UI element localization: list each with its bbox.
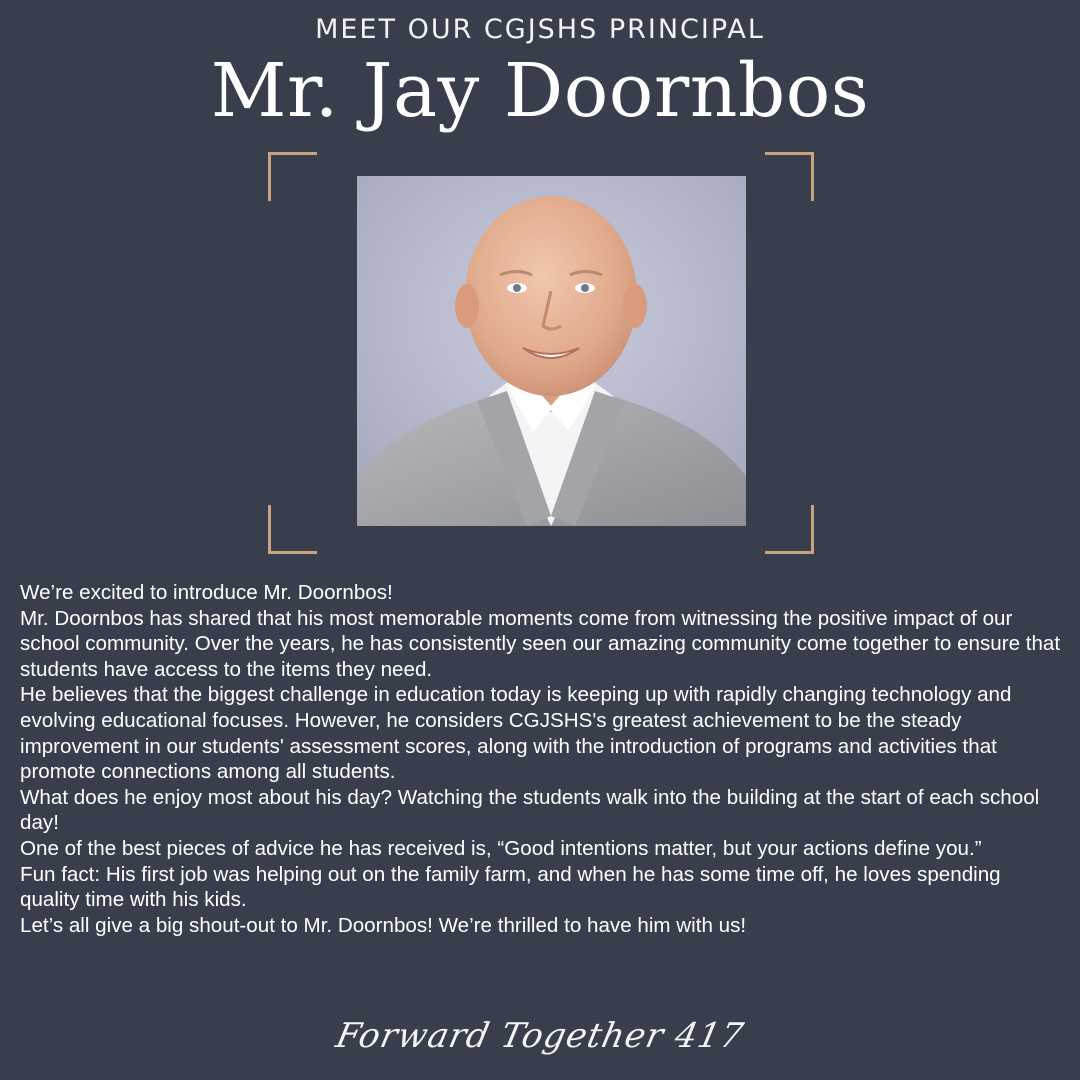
shout-out-paragraph: Let’s all give a big shout-out to Mr. Doornbos! We’re thrilled to have him with us! — [20, 913, 747, 937]
memorable-moments-paragraph: Mr. Doornbos has shared that his most memorable moments come from witnessing the positive impact of our school community. Over the years, he has consistently seen our amazing community come together to ensure that students have access to the items they need. — [20, 606, 1061, 681]
favorite-part-paragraph: What does he enjoy most about his day? Watching the students walk into the building at the start of each school day! — [20, 785, 1040, 835]
eyebrow-heading: MEET OUR CGJSHS PRINCIPAL — [315, 14, 765, 45]
challenges-paragraph: He believes that the biggest challenge in education today is keeping up with rapidly changing technology and evolving educational focuses. However, he considers CGJSHS's greatest achievement to be the steady improvement in our students' assessment scores, along with the introduction of programs and activities that promote connections among all students. — [20, 683, 1012, 784]
frame-corner-top-left — [268, 152, 317, 201]
frame-corner-bottom-right — [765, 505, 814, 554]
forward-together-signature: Forward Together 417 — [332, 1016, 748, 1056]
frame-corner-bottom-left — [268, 505, 317, 554]
fun-fact-paragraph: Fun fact: His first job was helping out on the family farm, and when he has some time off, he loves spending quality time with his kids. — [20, 862, 1001, 912]
principal-portrait — [357, 176, 746, 526]
intro-paragraph: We’re excited to introduce Mr. Doornbos! — [20, 581, 393, 604]
principal-name-title: Mr. Jay Doornbos — [210, 48, 870, 134]
frame-corner-top-right — [765, 152, 814, 201]
introduction-body — [20, 580, 1065, 938]
advice-paragraph: One of the best pieces of advice he has received is, “Good intentions matter, but your actions define you.” — [20, 836, 982, 860]
